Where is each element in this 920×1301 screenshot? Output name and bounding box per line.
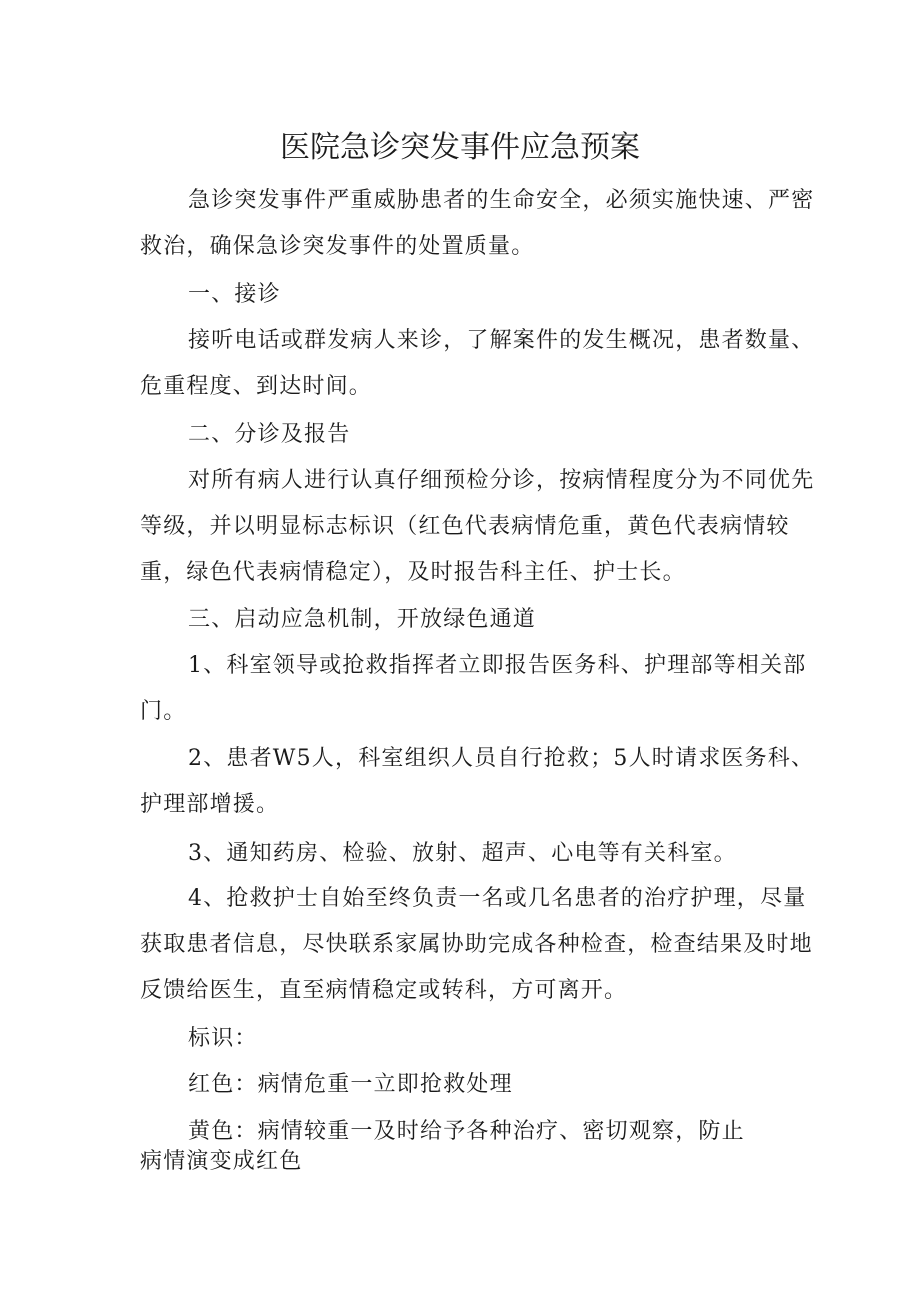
section3-item-3: 3、通知药房、检验、放射、超声、心电等有关科室。 <box>188 841 737 866</box>
section1-heading: 一、接诊 <box>188 282 281 307</box>
legend-red: 红色：病情危重一立即抢救处理 <box>188 1072 513 1097</box>
section3-item-4: 4、抢救护士自始至终负责一名或几名患者的治疗护理，尽量获取患者信息，尽快联系家属协助完成各种检查，检查结果及时地反馈给医生，直至病情稳定或转科，方可离开。 <box>140 886 813 1003</box>
legend-heading: 标识： <box>188 1026 258 1051</box>
legend-yellow-line1: 黄色：病情较重一及时给予各种治疗、密切观察，防止 <box>188 1119 745 1144</box>
section3-item-1: 1、科室领导或抢救指挥者立即报告医务科、护理部等相关部门。 <box>140 653 807 724</box>
section2-body: 对所有病人进行认真仔细预检分诊，按病情程度分为不同优先等级，并以明显标志标识（红色代表病情危重，黄色代表病情较重，绿色代表病情稳定），及时报告科主任、护士长。 <box>140 468 815 585</box>
section1-body: 接听电话或群发病人来诊，了解案件的发生概况，患者数量、危重程度、到达时间。 <box>140 328 815 399</box>
section3-item-2: 2、患者W5人，科室组织人员自行抢救；5人时请求医务科、护理部增援。 <box>140 746 815 817</box>
document-title: 医院急诊突发事件应急预案 <box>280 130 640 165</box>
legend-yellow-line2: 病情演变成红色 <box>140 1149 303 1174</box>
section3-heading: 三、启动应急机制，开放绿色通道 <box>188 607 537 632</box>
section2-heading: 二、分诊及报告 <box>188 422 351 447</box>
intro-paragraph: 急诊突发事件严重威胁患者的生命安全，必须实施快速、严密救治，确保急诊突发事件的处置质量。 <box>140 188 815 259</box>
